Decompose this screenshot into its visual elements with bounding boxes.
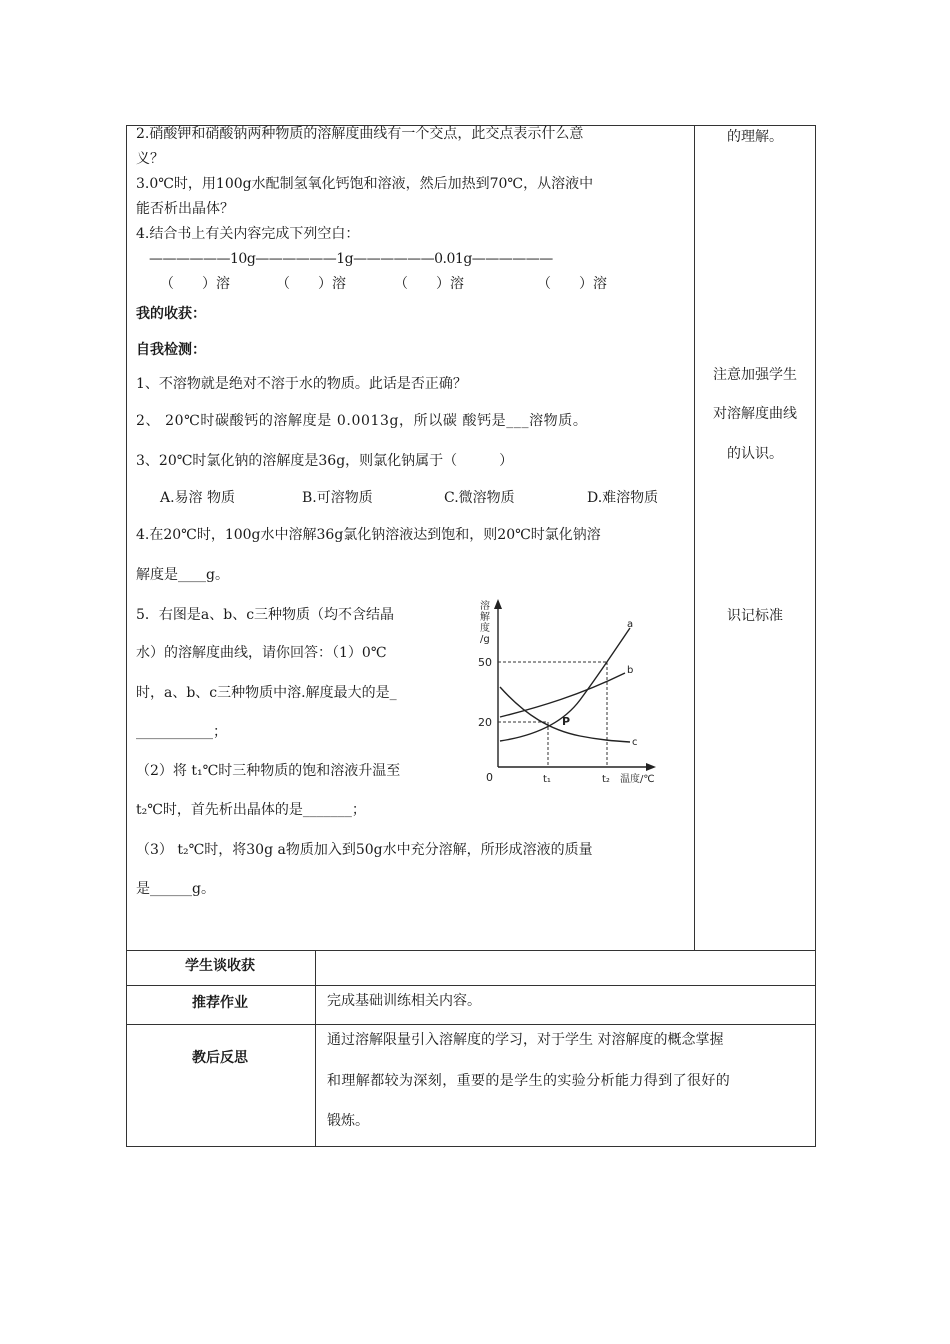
test-5-line6: t₂℃时，首先析出晶体的是_______；: [136, 802, 366, 818]
option-c: C.微溶物质: [444, 490, 515, 506]
side-note-3: 识记标准: [727, 608, 783, 624]
test-5-line4: ___________；: [136, 724, 227, 740]
test-4: 4.在20℃时，100g水中溶解36g氯化钠溶液达到饱和，则20℃时氯化钠溶: [136, 527, 601, 543]
harvest-heading: 我的收获：: [136, 306, 206, 322]
question-2: 2.硝酸钾和硝酸钠两种物质的溶解度曲线有一个交点，此交点表示什么意: [136, 126, 584, 142]
row-homework-label: 推荐作业: [192, 995, 248, 1011]
curve-c-label: c: [632, 737, 638, 748]
ylabel-char: 溶: [480, 601, 490, 612]
side-note-2a: 注意加强学生: [713, 367, 797, 383]
curve-b: [500, 673, 625, 717]
ylabel-char: 度: [480, 623, 490, 634]
test-5-line8: 是______g。: [136, 881, 215, 897]
question-3-cont: 能否析出晶体？: [136, 201, 234, 217]
test-5-line2: 水）的溶解度曲线，请你回答：（1）0℃: [136, 645, 387, 661]
y-tick-50: 50: [478, 656, 492, 669]
question-3: 3.0℃时，用100g水配制氢氧化钙饱和溶液，然后加热到70℃，从溶液中: [136, 176, 594, 192]
test-1: 1、不溶物就是绝对不溶于水的物质。此话是否正确？: [136, 376, 467, 392]
test-5-line5: （2）将 t₁℃时三种物质的饱和溶液升温至: [136, 763, 401, 779]
side-note-2c: 的认识。: [727, 446, 783, 462]
x-tick-t1: t₁: [543, 774, 551, 785]
chart-ylabel: [480, 599, 490, 645]
option-b: B.可溶物质: [302, 490, 373, 506]
y-tick-20: 20: [478, 716, 492, 729]
blank-2: （ ）溶: [276, 276, 346, 292]
ylabel-char: 解: [480, 612, 490, 623]
ylabel-char: /g: [480, 634, 490, 645]
row-reflection-label: 教后反思: [192, 1050, 248, 1066]
row-reflection-line3: 锻炼。: [327, 1113, 369, 1129]
test-5-line7: （3） t₂℃时，将30g a物质加入到50g水中充分溶解，所形成溶液的质量: [136, 842, 593, 858]
solubility-chart: [470, 595, 680, 810]
curve-b-label: b: [627, 665, 634, 676]
x-axis-arrow: [646, 763, 656, 771]
option-a: A.易溶 物质: [160, 490, 236, 506]
test-3: 3、20℃时氯化钠的溶解度是36g，则氯化钠属于（ ）: [136, 453, 514, 469]
y-axis-arrow: [494, 599, 502, 609]
side-note-2b: 对溶解度曲线: [713, 406, 797, 422]
question-2-cont: 义？: [136, 151, 164, 167]
option-d: D.难溶物质: [587, 490, 659, 506]
row-homework-text: 完成基础训练相关内容。: [327, 993, 481, 1009]
selftest-heading: 自我检测：: [136, 342, 206, 358]
x-tick-t2: t₂: [602, 774, 610, 785]
blank-1: （ ）溶: [160, 276, 230, 292]
point-p-label: P: [562, 715, 571, 728]
blank-3: （ ）溶: [394, 276, 464, 292]
row-reflection-line1: 通过溶解限量引入溶解度的学习，对于学生 对溶解度的概念掌握: [327, 1032, 724, 1048]
test-5-line1: 5．右图是a、b、c三种物质（均不含结晶: [136, 607, 395, 623]
row-harvest-label: 学生谈收获: [185, 958, 255, 974]
test-2: 2、 20℃时碳酸钙的溶解度是 0.0013g，所以碳 酸钙是___溶物质。: [136, 413, 588, 429]
curve-a-label: a: [627, 619, 634, 630]
y-tick-0: 0: [486, 771, 493, 784]
chart-xlabel: 温度/℃: [620, 774, 655, 785]
blank-4: （ ）溶: [537, 276, 607, 292]
row-reflection-line2: 和理解都较为深刻，重要的是学生的实验分析能力得到了很好的: [327, 1073, 731, 1089]
question-4: 4.结合书上有关内容完成下列空白：: [136, 226, 360, 242]
side-note-1: 的理解。: [727, 129, 783, 145]
test-4-cont: 解度是____g。: [136, 567, 229, 583]
test-5-line3: 时，a、b、c三种物质中溶.解度最大的是_: [136, 685, 397, 701]
solubility-scale: ——————10g——————1g——————0.01g——————: [149, 251, 553, 267]
